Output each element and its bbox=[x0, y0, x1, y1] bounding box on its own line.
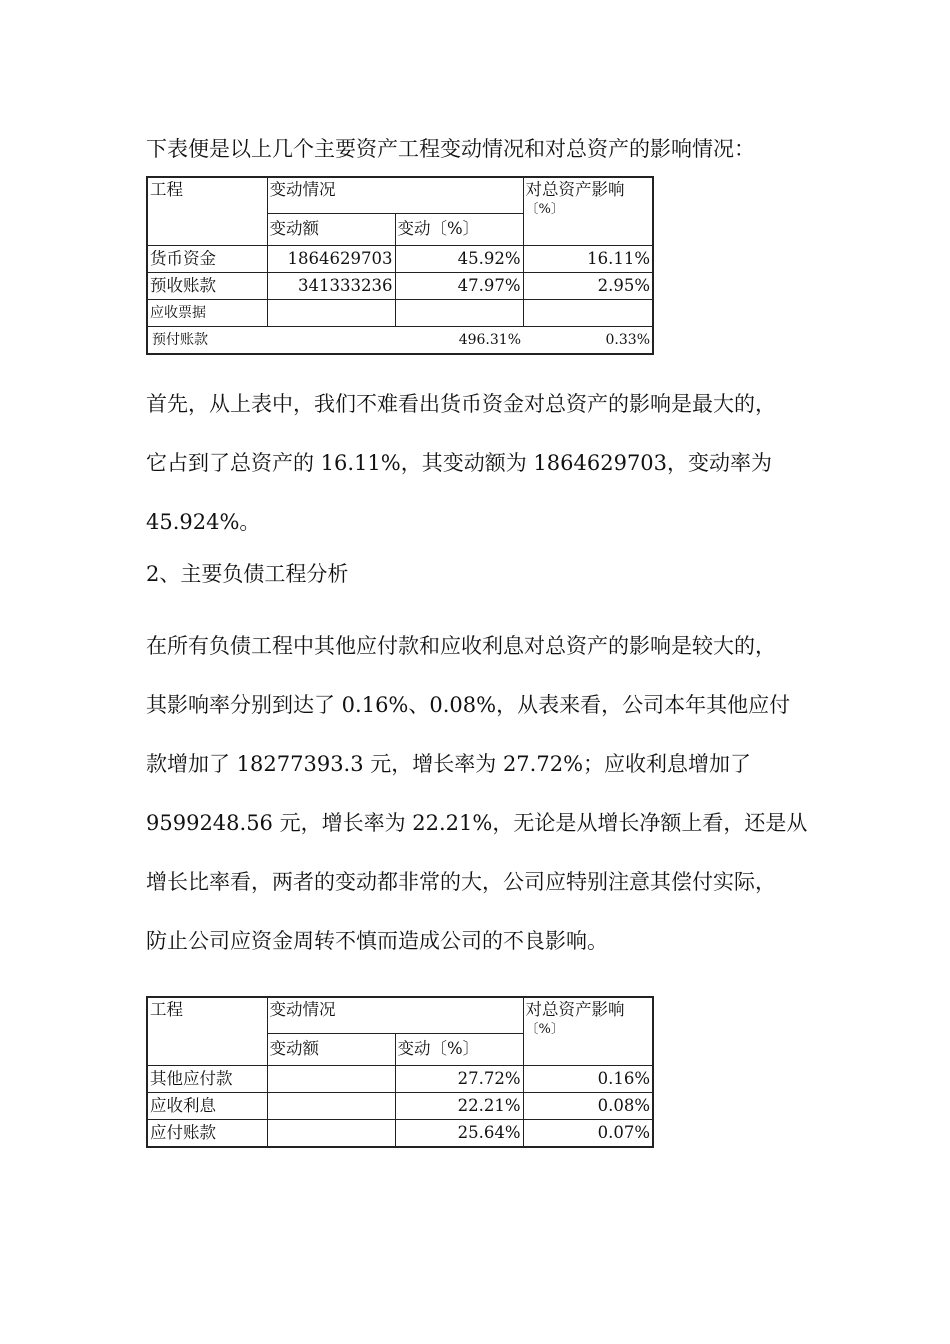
row-name: 预付账款 bbox=[152, 331, 208, 348]
intro-line: 下表便是以上几个主要资产工程变动情况和对总资产的影响情况： bbox=[146, 137, 755, 161]
row-name: 应收票据 bbox=[147, 299, 267, 326]
row-amount bbox=[267, 299, 395, 326]
header-impact bbox=[523, 177, 653, 245]
row-rate: 22.21% bbox=[395, 1092, 523, 1119]
table-row bbox=[147, 1065, 653, 1092]
paragraph-line: 9599248.56 元，增长率为 22.21%，无论是从增长净额上看，还是从 bbox=[146, 811, 808, 835]
row-impact: 16.11% bbox=[523, 245, 653, 272]
liability-change-table bbox=[146, 996, 654, 1148]
analysis-paragraph-2 bbox=[146, 617, 826, 971]
header-change: 变动情况 bbox=[267, 177, 523, 213]
row-amount bbox=[267, 1119, 395, 1147]
row-rate bbox=[395, 299, 523, 326]
header-impact bbox=[523, 997, 653, 1065]
paragraph-line: 45.924%。 bbox=[146, 510, 261, 534]
table-row-unbordered bbox=[147, 326, 653, 354]
row-impact: 0.08% bbox=[523, 1092, 653, 1119]
row-name: 其他应付款 bbox=[147, 1065, 267, 1092]
paragraph-line: 其影响率分别到达了 0.16%、0.08%，从表来看，公司本年其他应付 bbox=[146, 693, 791, 717]
row-amount bbox=[267, 1065, 395, 1092]
section-heading-text: 2、主要负债工程分析 bbox=[146, 562, 349, 586]
analysis-paragraph-1 bbox=[146, 375, 826, 552]
asset-change-table bbox=[146, 176, 654, 355]
row-amount: 341333236 bbox=[267, 272, 395, 299]
row-amount bbox=[267, 326, 395, 354]
header-change: 变动情况 bbox=[267, 997, 523, 1033]
row-name: 货币资金 bbox=[147, 245, 267, 272]
table-row bbox=[147, 1119, 653, 1147]
row-name: 应付账款 bbox=[147, 1119, 267, 1147]
header-rate: 变动〔%〕 bbox=[395, 1033, 523, 1065]
paragraph-line: 它占到了总资产的 16.11%，其变动额为 1864629703，变动率为 bbox=[146, 451, 773, 475]
header-amount: 变动额 bbox=[267, 213, 395, 245]
row-amount: 1864629703 bbox=[267, 245, 395, 272]
row-impact: 0.33% bbox=[605, 331, 650, 348]
paragraph-line: 款增加了 18277393.3 元，增长率为 27.72%；应收利息增加了 bbox=[146, 752, 752, 776]
header-rate: 变动〔%〕 bbox=[395, 213, 523, 245]
paragraph-line: 在所有负债工程中其他应付款和应收利息对总资产的影响是较大的， bbox=[146, 634, 776, 658]
row-amount bbox=[267, 1092, 395, 1119]
header-impact-unit: 〔%〕 bbox=[525, 202, 564, 217]
paragraph-line: 增长比率看，两者的变动都非常的大，公司应特别注意其偿付实际， bbox=[146, 870, 776, 894]
row-impact bbox=[523, 299, 653, 326]
section-heading bbox=[146, 545, 826, 604]
row-rate: 45.92% bbox=[395, 245, 523, 272]
row-impact: 2.95% bbox=[523, 272, 653, 299]
header-item: 工程 bbox=[147, 177, 267, 245]
row-impact: 0.07% bbox=[523, 1119, 653, 1147]
row-rate: 496.31% bbox=[458, 331, 521, 348]
header-impact-label: 对总资产影响 bbox=[525, 180, 625, 199]
header-amount: 变动额 bbox=[267, 1033, 395, 1065]
header-impact-unit: 〔%〕 bbox=[525, 1022, 564, 1037]
row-name: 应收利息 bbox=[147, 1092, 267, 1119]
row-rate: 25.64% bbox=[395, 1119, 523, 1147]
header-impact-label: 对总资产影响 bbox=[525, 1000, 625, 1019]
row-rate: 47.97% bbox=[395, 272, 523, 299]
paragraph-line: 首先，从上表中，我们不难看出货币资金对总资产的影响是最大的， bbox=[146, 392, 776, 416]
row-impact: 0.16% bbox=[523, 1065, 653, 1092]
table-row bbox=[147, 245, 653, 272]
table-row bbox=[147, 272, 653, 299]
paragraph-line: 防止公司应资金周转不慎而造成公司的不良影响。 bbox=[146, 929, 608, 953]
header-item: 工程 bbox=[147, 997, 267, 1065]
row-name: 预收账款 bbox=[147, 272, 267, 299]
table-row bbox=[147, 299, 653, 326]
table-row bbox=[147, 1092, 653, 1119]
intro-paragraph bbox=[146, 120, 826, 179]
row-rate: 27.72% bbox=[395, 1065, 523, 1092]
